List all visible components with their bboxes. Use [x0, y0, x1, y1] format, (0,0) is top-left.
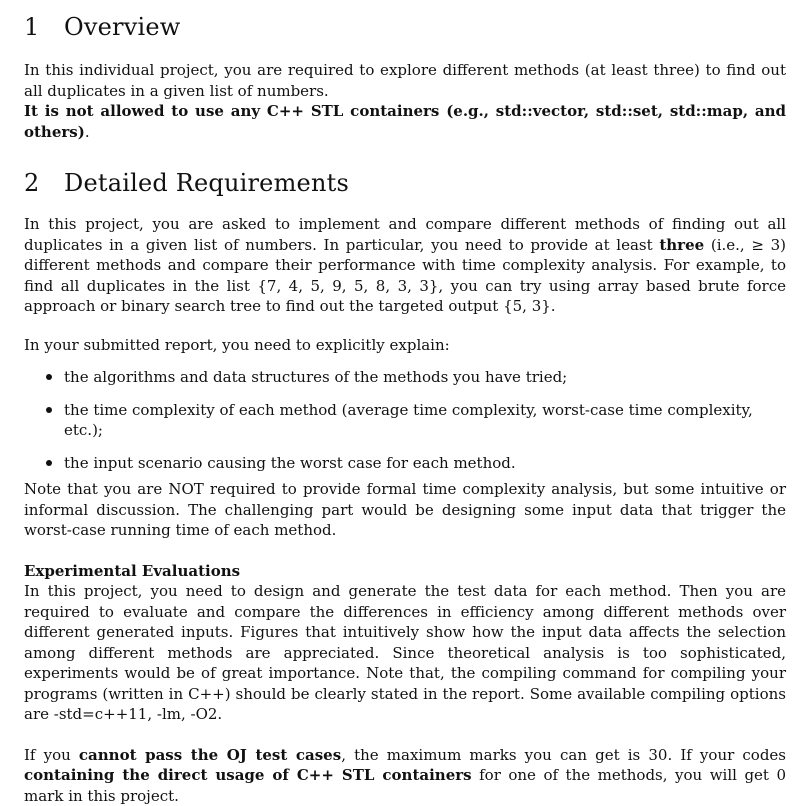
requirements-intro-b: (i.e., ≥ 3) different methods and compare their performance with time complexity analysis. For example, to find all duplicates in the list {7, 4, 5, 9, 5, 8, 3, 3}, you can try using array based brute force approach or binary search tree to find out the targeted output {5, 3}. — [24, 236, 786, 316]
overview-stl-warning — [24, 101, 786, 142]
bullet-icon — [46, 374, 52, 380]
list-item-text: the algorithms and data structures of the methods you have tried; — [64, 368, 567, 386]
requirements-intro-paragraph — [24, 214, 786, 317]
stl-warning-period: . — [85, 123, 90, 141]
final-text-e: for one of the methods, you will get 0 mark in this project. — [24, 766, 786, 805]
list-item — [24, 400, 786, 441]
section-heading-overview — [24, 12, 786, 42]
section-heading-requirements — [24, 168, 786, 198]
list-item — [24, 367, 786, 388]
requirements-intro-bold: three — [659, 236, 704, 254]
experimental-paragraph: In this project, you need to design and generate the test data for each method. Then you are required to evaluate and compare the differences in efficiency among different methods over different generated inputs. Figures that intuitively show how the input data affects the selection among different methods are appreciated. Since theoretical analysis is too sophisticated, experiments would be of great importance. Note that, the compiling command for compiling your programs (written in C++) should be clearly stated in the report. Some available compiling options are -std=c++11, -lm, -O2. — [24, 581, 786, 725]
list-item-text: the input scenario causing the worst case for each method. — [64, 454, 516, 472]
list-item — [24, 453, 786, 474]
section-title: Detailed Requirements — [64, 168, 349, 198]
note-paragraph: Note that you are NOT required to provide formal time complexity analysis, but some intuitive or informal discussion. The challenging part would be designing some input data that trigger the worst-case running time of each method. — [24, 479, 786, 541]
report-requirements-list — [24, 367, 786, 473]
final-text-oj: cannot pass the OJ test cases — [79, 746, 341, 764]
list-item-text: the time complexity of each method (average time complexity, worst-case time complexity, etc.); — [64, 401, 753, 440]
final-text-c: , the maximum marks you can get is 30. If your codes — [341, 746, 786, 764]
requirements-intro-a: In this project, you are asked to implement and compare different methods of finding out all duplicates in a given list of numbers. In particular, you need to provide at least — [24, 215, 786, 254]
section-number: 1 — [24, 12, 64, 42]
experimental-heading: Experimental Evaluations — [24, 561, 786, 582]
report-intro: In your submitted report, you need to explicitly explain: — [24, 335, 786, 356]
section-number: 2 — [24, 168, 64, 198]
overview-text: In this individual project, you are required to explore different methods (at least three) to find out all duplicates in a given list of numbers. — [24, 61, 786, 100]
bullet-icon — [46, 407, 52, 413]
final-text-a: If you — [24, 746, 79, 764]
overview-paragraph — [24, 60, 786, 101]
document-page — [24, 12, 786, 806]
final-text-stl: containing the direct usage of C++ STL containers — [24, 766, 472, 784]
section-title: Overview — [64, 12, 181, 42]
final-paragraph — [24, 745, 786, 806]
stl-warning-text: It is not allowed to use any C++ STL containers (e.g., std::vector, std::set, std::map, and others) — [24, 102, 786, 141]
bullet-icon — [46, 460, 52, 466]
